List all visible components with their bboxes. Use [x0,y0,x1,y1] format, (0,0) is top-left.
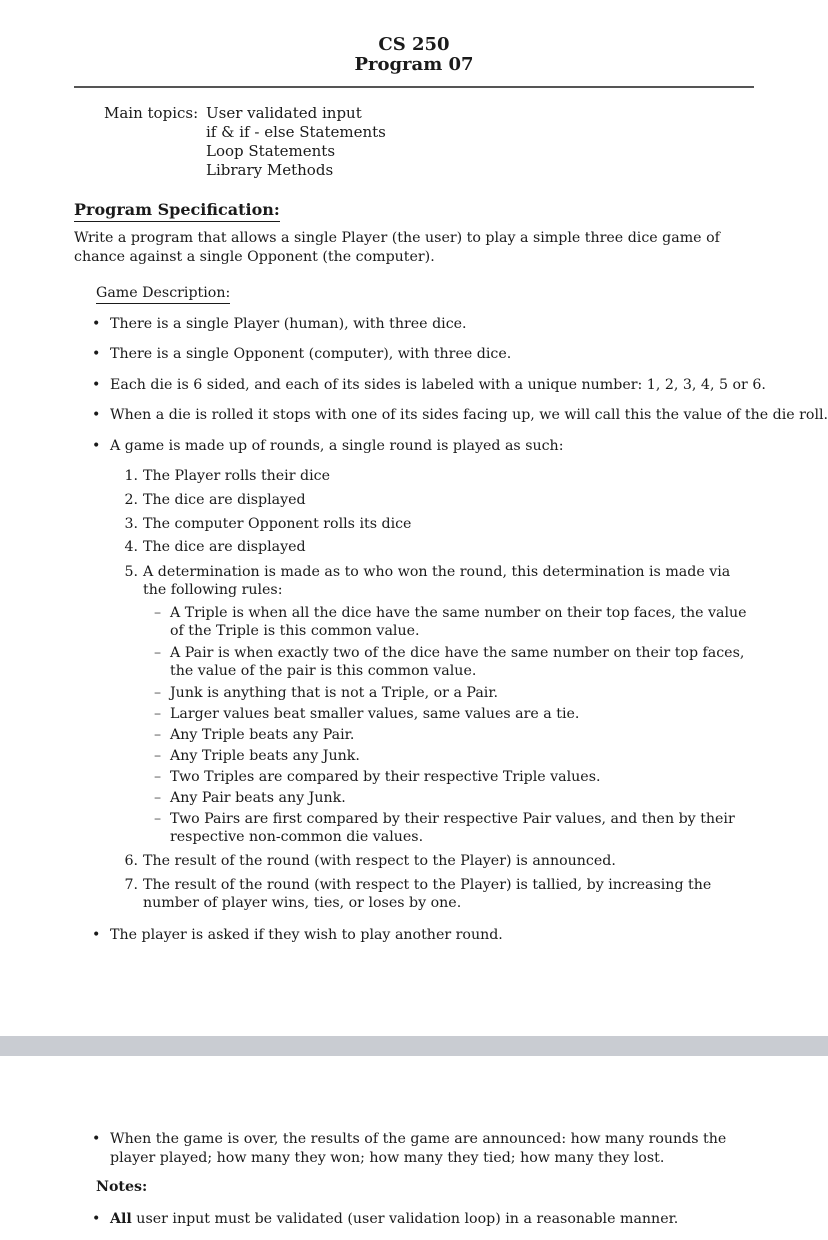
topic-item: Loop Statements [206,142,336,160]
note-strong: All [110,1211,132,1227]
topic-item: Library Methods [206,161,334,179]
bullet-icon: • [92,1131,101,1147]
dash-icon: – [154,645,162,661]
bullet-icon: • [92,927,101,943]
document-page-2: • When the game is over, the results of the game are announced: how many rounds the player played; how many they won; how many they tied; how many they lost. Notes: • All user input must be validated (user validation loop) in a reasonable manner. [92,1131,727,1227]
dash-icon: – [154,811,162,827]
bullet-icon: • [92,1211,101,1227]
dash-icon: – [154,748,162,764]
bullet-icon: • [92,346,101,362]
dash-icon: – [154,605,162,621]
spec-heading: Program Specification: [74,199,280,222]
document-page-1: CS 250 Program 07 Main topics: User validated input if & if - else Statements Loop Statements Library Methods Program Specification: Write a program that allows a single Player (the user) to play a simple three dice game of chance against a single Opponent (the computer). Game Description: • There is a single Player (human), with three dice. • There is a single Opponent (computer), with three dice. • Each die is 6 sided, and each of its sides is labeled with a unique number: 1, 2, 3, 4, 5 or 6. • When a die is rolled it stops with one of its sides facing up, we will call this the value of the die roll. • A game is made up of rounds, a single round is played as such: 1. The Player rolls their dice 2. The dice are displayed 3. The computer Opponent rolls its dice 4. The dice are displayed 5. A determination is made as to who won the round, this determination is made via the following rules: – A Triple is when all the dice have the same number on their top faces, the value of the Triple is this common value. – A Pair is when exactly two of the dice have the same number on their top faces, the value of the pair is this common value. – Junk is anything that is not a Triple, or a Pair. – Larger values beat smaller values, same values are a tie. – Any Triple beats any Pair. – Any Triple beats any Junk. – Two Triples are compared by their respective Triple values. – Any Pair beats any Junk. – Two Pairs are first compared by their respective Pair values, and then by their respective non-common die values. 6. The result of the round (with respect to the Player) is announced. 7. The result of the round (with respect to the Player) is tallied, by increasing the number of player wins, ties, or loses by one. • The player is asked if they wish to play another round. [0,0,828,1036]
program-title: Program 07 [354,54,474,75]
dash-icon: – [154,685,162,701]
bullet-icon: • [92,407,101,423]
bullet-icon: • [92,316,101,332]
topics-label: Main topics: [104,104,199,122]
notes-heading: Notes: [96,1179,148,1195]
bullet-icon: • [92,377,101,393]
course-title: CS 250 [378,34,450,55]
topic-item: if & if - else Statements [206,123,386,141]
spec-intro: Write a program that allows a single Player (the user) to play a simple three dice game of chance against a single Opponent (the computer). [74,230,720,265]
dash-icon: – [154,727,162,743]
dash-icon: – [154,790,162,806]
game-description-heading: Game Description: [96,284,230,304]
dash-icon: – [154,706,162,722]
note-text: user input must be validated (user validation loop) in a reasonable manner. [131,1211,679,1227]
page-break-gap [0,1036,828,1056]
dash-icon: – [154,769,162,785]
header-rule [74,86,754,88]
topics-list [206,104,386,180]
bullet-icon: • [92,438,101,454]
topic-item: User validated input [206,104,362,122]
